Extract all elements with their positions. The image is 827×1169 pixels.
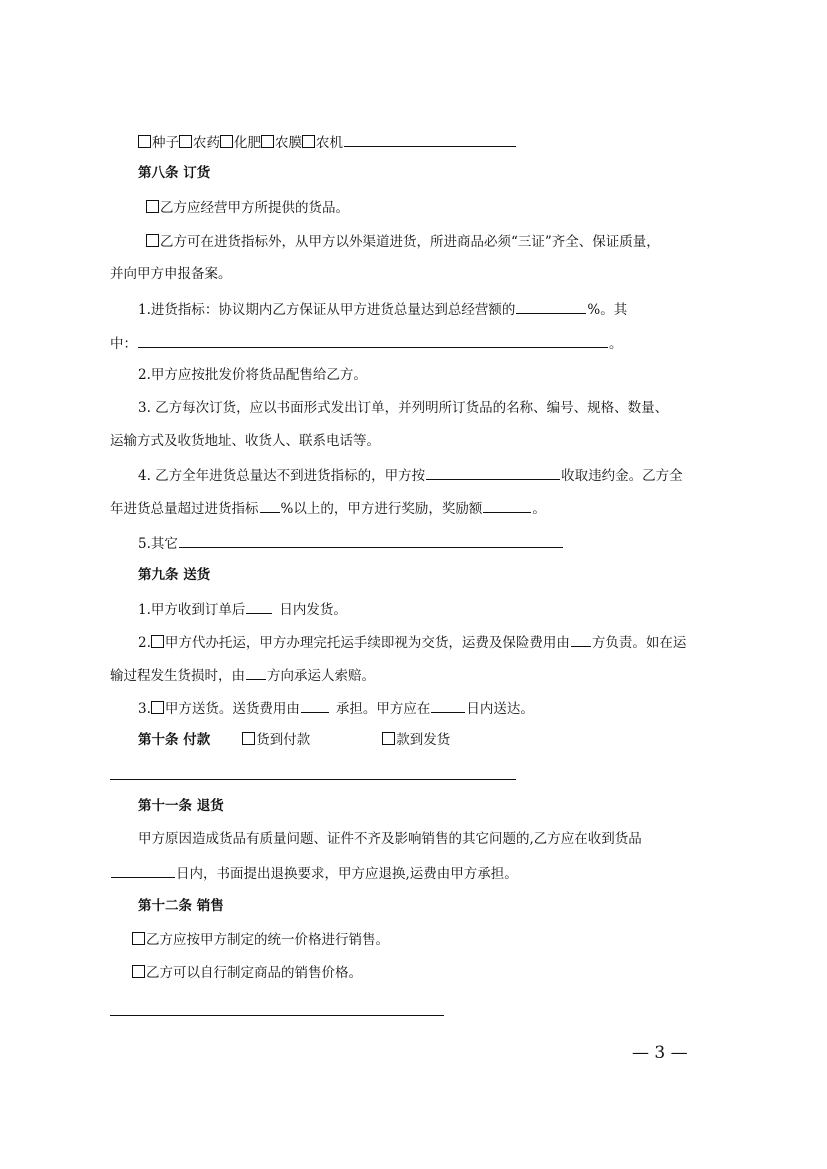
- blank-field[interactable]: [344, 131, 516, 147]
- checkbox-cash-on-delivery[interactable]: [242, 732, 255, 745]
- article-9-heading: 第九条 送货: [138, 567, 211, 583]
- article-11-p1: 甲方原因造成货品有质量问题、证件不齐及影响销售的其它问题的,乙方应在收到货品: [138, 831, 642, 847]
- checkbox-line: [138, 131, 517, 153]
- checkbox-pesticide[interactable]: [179, 135, 192, 148]
- option-seed: 种子: [152, 135, 179, 151]
- checkbox[interactable]: [146, 234, 159, 247]
- option-text: 货到付款: [256, 732, 311, 748]
- article-8-p2: 2.甲方应按批发价将货品配售给乙方。: [138, 367, 367, 383]
- text: 方向承运人索赔。: [267, 668, 375, 684]
- text: 方负责。如在运: [591, 635, 687, 651]
- option-fertilizer: 化肥: [234, 135, 261, 151]
- blank-field[interactable]: [111, 862, 175, 878]
- article-8-heading: 第八条 订货: [138, 165, 211, 181]
- article-9-p2-cont: [110, 664, 375, 686]
- text: 中：: [110, 336, 137, 352]
- text: 日内发货。: [279, 602, 347, 618]
- option-text: 乙方应按甲方制定的统一价格进行销售。: [146, 932, 389, 948]
- article-8-p4: [138, 464, 683, 486]
- article-12-option-2: [132, 963, 362, 983]
- article-9-p1: [138, 598, 347, 620]
- text: 2.: [138, 635, 151, 651]
- article-11-p2: [110, 862, 518, 884]
- article-9-p2: [138, 631, 686, 653]
- article-8-option-2-cont: 并向甲方申报备案。: [110, 266, 232, 282]
- blank-field[interactable]: [426, 464, 560, 480]
- article-12-heading: 第十二条 销售: [138, 898, 224, 914]
- blank-field[interactable]: [516, 298, 586, 314]
- article-8-p5: [138, 532, 564, 554]
- checkbox-pay-before-delivery[interactable]: [382, 732, 395, 745]
- option-text: 款到发货: [396, 732, 451, 748]
- text: 收取违约金。乙方全: [561, 468, 683, 484]
- text: %以上的，甲方进行奖励，奖励额: [280, 501, 483, 517]
- checkbox-machinery[interactable]: [302, 135, 315, 148]
- checkbox[interactable]: [146, 200, 159, 213]
- option-text: 乙方应经营甲方所提供的货品。: [160, 200, 349, 216]
- article-8-p3-cont: 运输方式及收货地址、收货人、联系电话等。: [110, 433, 380, 449]
- blank-field[interactable]: [246, 664, 266, 680]
- text: 日内，书面提出退换要求，甲方应退换,运费由甲方承担。: [176, 866, 518, 882]
- article-8-option-2: [146, 232, 660, 252]
- checkbox[interactable]: [132, 965, 145, 978]
- blank-line[interactable]: [110, 779, 516, 780]
- option-film: 农膜: [275, 135, 302, 151]
- option-machinery: 农机: [316, 135, 343, 151]
- text: 年进货总量超过进货指标: [110, 501, 259, 517]
- article-10-heading: 第十条 付款: [138, 732, 211, 748]
- blank-field[interactable]: [571, 631, 591, 647]
- blank-field[interactable]: [301, 697, 329, 713]
- text: 3.: [138, 701, 151, 717]
- blank-field[interactable]: [246, 598, 272, 614]
- text: 甲方代办托运，甲方办理完托运手续即视为交货，运费及保险费用由: [164, 635, 570, 651]
- option-pesticide: 农药: [193, 135, 220, 151]
- article-8-p1-cont: [110, 332, 623, 354]
- article-8-p3: 3. 乙方每次订货，应以书面形式发出订单，并列明所订货品的名称、编号、规格、数量、: [138, 400, 669, 416]
- text: 。: [609, 336, 623, 352]
- blank-field[interactable]: [260, 497, 280, 513]
- checkbox[interactable]: [151, 635, 164, 648]
- text: 输过程发生货损时，由: [110, 668, 245, 684]
- blank-field[interactable]: [138, 332, 608, 348]
- article-10: [138, 730, 450, 750]
- text: 4. 乙方全年进货总量达不到进货指标的，甲方按: [138, 468, 426, 484]
- blank-line[interactable]: [110, 1015, 444, 1016]
- text: 承担。甲方应在: [335, 701, 431, 717]
- option-text: 乙方可在进货指标外，从甲方以外渠道进货，所进商品必须“三证”齐全、保证质量，: [160, 234, 660, 250]
- checkbox[interactable]: [132, 932, 145, 945]
- text: 1.进货指标：协议期内乙方保证从甲方进货总量达到总经营额的: [138, 302, 516, 318]
- blank-field[interactable]: [179, 532, 563, 548]
- article-8-p1: [138, 298, 627, 320]
- checkbox[interactable]: [151, 701, 164, 714]
- blank-field[interactable]: [431, 697, 465, 713]
- article-11-heading: 第十一条 退货: [138, 798, 224, 814]
- option-text: 乙方可以自行制定商品的销售价格。: [146, 965, 362, 981]
- checkbox-seed[interactable]: [138, 135, 151, 148]
- article-8-option-1: [146, 198, 349, 218]
- article-8-p4-cont: [110, 497, 546, 519]
- text: 1.甲方收到订单后: [138, 602, 246, 618]
- text: 甲方送货。送货费用由: [164, 701, 300, 717]
- article-12-option-1: [132, 930, 389, 950]
- text: 5.其它: [138, 536, 178, 552]
- text: 。: [532, 501, 546, 517]
- checkbox-film[interactable]: [261, 135, 274, 148]
- text: %。其: [587, 302, 628, 318]
- article-9-p3: [138, 697, 534, 719]
- checkbox-fertilizer[interactable]: [220, 135, 233, 148]
- page-number: — 3 —: [632, 1043, 688, 1063]
- blank-field[interactable]: [483, 497, 531, 513]
- text: 日内送达。: [466, 701, 534, 717]
